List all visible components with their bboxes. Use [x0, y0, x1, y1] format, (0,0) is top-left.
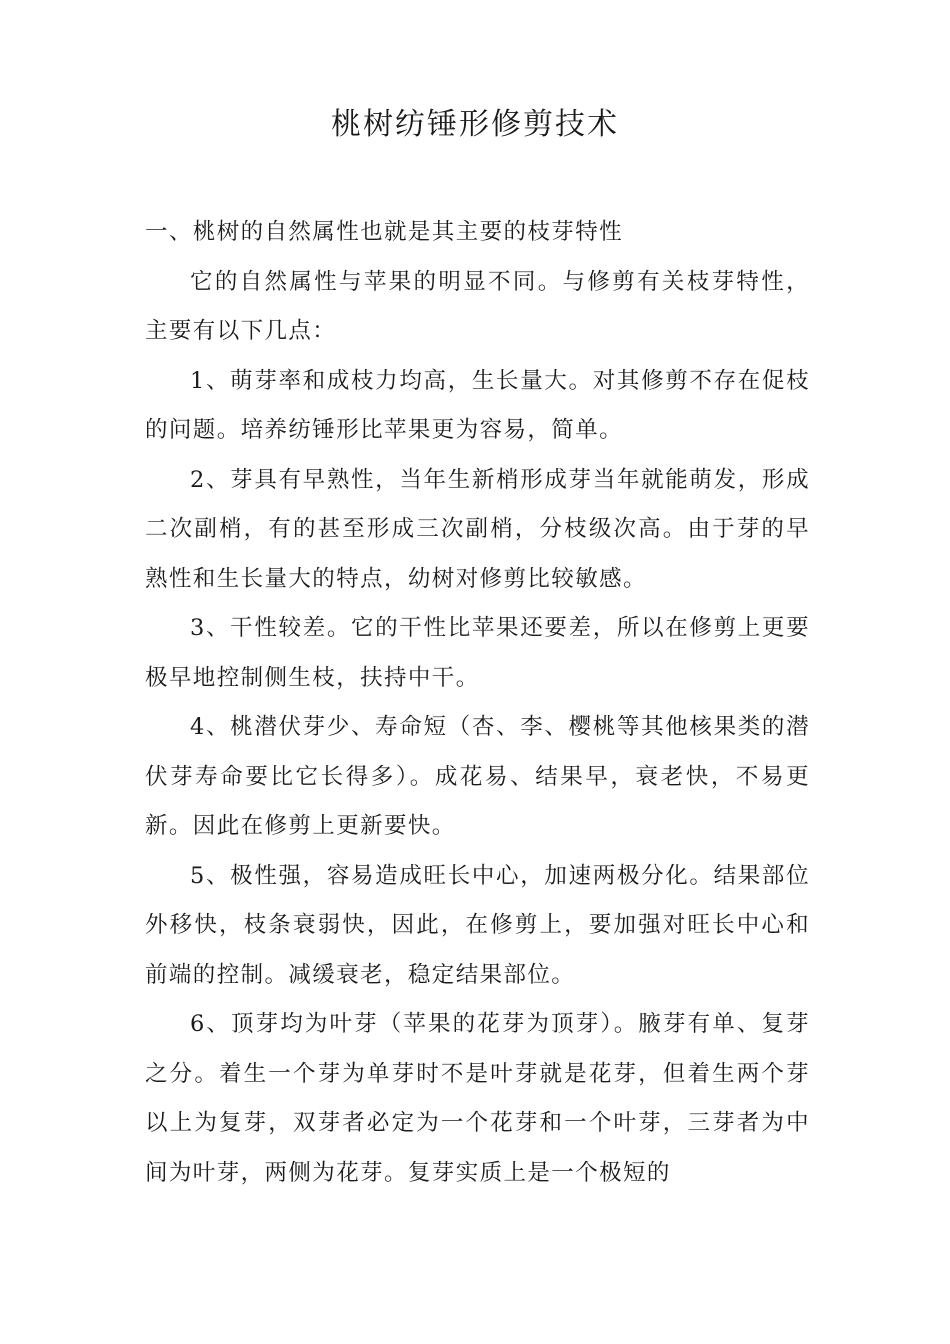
paragraph: 它的自然属性与苹果的明显不同。与修剪有关枝芽特性，主要有以下几点： — [145, 268, 810, 344]
document-body — [145, 208, 810, 1198]
paragraph: 4、桃潜伏芽少、寿命短（杏、李、樱桃等其他核果类的潜伏芽寿命要比它长得多）。成花易、结果早，衰老快，不易更新。因此在修剪上更新要快。 — [145, 714, 810, 839]
document-title: 桃树纺锤形修剪技术 — [331, 107, 619, 142]
paragraph: 1、萌芽率和成枝力均高，生长量大。对其修剪不存在促枝的问题。培养纺锤形比苹果更为容易，简单。 — [145, 367, 810, 443]
paragraph: 5、极性强，容易造成旺长中心，加速两极分化。结果部位外移快，枝条衰弱快，因此，在修剪上，要加强对旺长中心和前端的控制。减缓衰老，稳定结果部位。 — [145, 862, 810, 988]
paragraph: 6、顶芽均为叶芽（苹果的花芽为顶芽）。腋芽有单、复芽之分。着生一个芽为单芽时不是叶芽就是花芽，但着生两个芽以上为复芽，双芽者必定为一个花芽和一个叶芽，三芽者为中间为叶芽，两侧为花芽。复芽实质上是一个极短的 — [145, 1011, 810, 1186]
paragraph: 2、芽具有早熟性，当年生新梢形成芽当年就能萌发，形成二次副梢，有的甚至形成三次副梢，分枝级次高。由于芽的早熟性和生长量大的特点，幼树对修剪比较敏感。 — [145, 466, 810, 592]
paragraph: 3、干性较差。它的干性比苹果还要差，所以在修剪上更要极早地控制侧生枝，扶持中干。 — [145, 615, 810, 691]
section-heading: 一、桃树的自然属性也就是其主要的枝芽特性 — [145, 219, 624, 245]
